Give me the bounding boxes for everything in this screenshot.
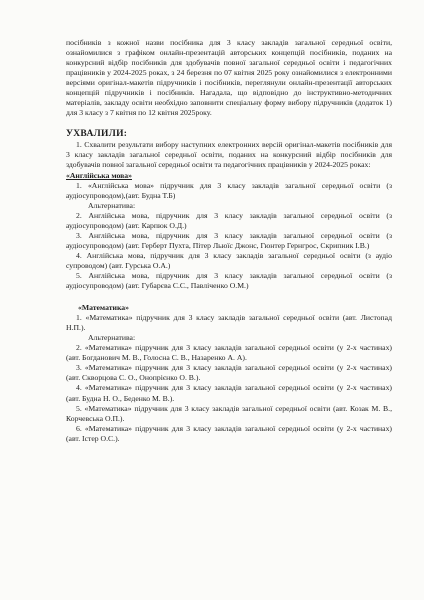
math-alternative-item: 3. «Математика» підручник для 3 класу закладів загальної середньої освіти (у 2-х частинах) (авт. Скворцова С. О., Онопрієнко О. В.).: [66, 363, 392, 383]
math-main-item: 1. «Математика» підручник для 3 класу закладів загальної середньої освіти (авт. Листопад Н.П.).: [66, 313, 392, 333]
resolution-paragraph: 1. Схвалити результати вибору наступних електронних версій оригінал-макетів посібників для 3 класу закладів загальної середньої освіти, поданих на конкурсний відбір посібників для здобувачів повної загальної середньої освіти та педагогічних працівників у 2024-2025 роках:: [66, 140, 392, 170]
resolved-heading: УХВАЛИЛИ:: [66, 129, 128, 140]
english-alternative-item: 2. Англійська мова, підручник для 3 класу закладів загальної середньої освіти (з аудіосупроводом) (авт. Карпюк О.Д.): [66, 210, 392, 230]
math-alternative-item: 5. «Математика» підручник для 3 класу закладів загальної середньої освіти (авт. Козак М. В., Корчевська О.П.).: [66, 403, 392, 423]
english-main-item: 1. «Англійська мова» підручник для 3 класу закладів загальної середньої освіти (з аудіосупроводом),(авт. Будна Т.Б): [66, 180, 392, 200]
math-alternative-item: 2. «Математика» підручник для 3 класу закладів загальної середньої освіти (у 2-х частинах) (авт. Богданович М. В., Голосна С. В., Назаренко А. А).: [66, 343, 392, 363]
intro-paragraph: посібників з кожної назви посібника для 3 класу закладів загальної середньої освіти, ознайомилися з графіком онлайн-презентацій авторських концепцій посібників, поданих на конкурсний відбір посібників для здобувачів повної загальної середньої освіти і педагогічних працівників у 2024-2025 роках, з 24 березня по 07 квітня 2025 року ознайомилися з електронними версіями оригінал-макетів підручників і посібників, переглянули онлайн-презентації авторських концепцій підручників і посібників. Нагадала, що відповідно до інструктивно-методичних матеріалів, закладу освіти необхідно заповнити спеціальну форму вибору підручників (додаток 1) для 3 класу з 7 квітня по 12 квітня 2025року.: [66, 38, 392, 118]
subject-english-title: «Англійська мова»: [66, 170, 132, 180]
english-alternative-item: 5. Англійська мова, підручник для 3 класу закладів загальної середньої освіти (з аудіосупроводом) (авт. Губарєва С.С., Павліченко О.М.): [66, 270, 392, 291]
english-alternative-item: 3. Англійська мова, підручник для 3 класу закладів загальної середньої освіти (з аудіосупроводом) (авт. Герберт Пухта, Пітер Льюїс Джонс, Гюнтер Гернгрос, Скрипник І.В.): [66, 230, 392, 250]
subject-math-title: «Математика»: [78, 303, 129, 313]
math-alternative-item: 6. «Математика» підручник для 3 класу закладів загальної середньої освіти (у 2-х частинах) (авт. Істер О.С.).: [66, 423, 392, 443]
english-alternative-item: 4. Англійська мова, підручник для 3 класу закладів загальної середньої освіти (з аудіо супроводом) (авт. Гурська О.А.): [66, 250, 392, 270]
english-alternative-label: Альтернатива:: [88, 200, 136, 210]
math-alternative-label: Альтернатива:: [88, 333, 136, 343]
math-alternative-item: 4. «Математика» підручник для 3 класу закладів загальної середньої освіти (у 2-х частинах) (авт. Будна Н. О., Беденко М. В.).: [66, 383, 392, 403]
